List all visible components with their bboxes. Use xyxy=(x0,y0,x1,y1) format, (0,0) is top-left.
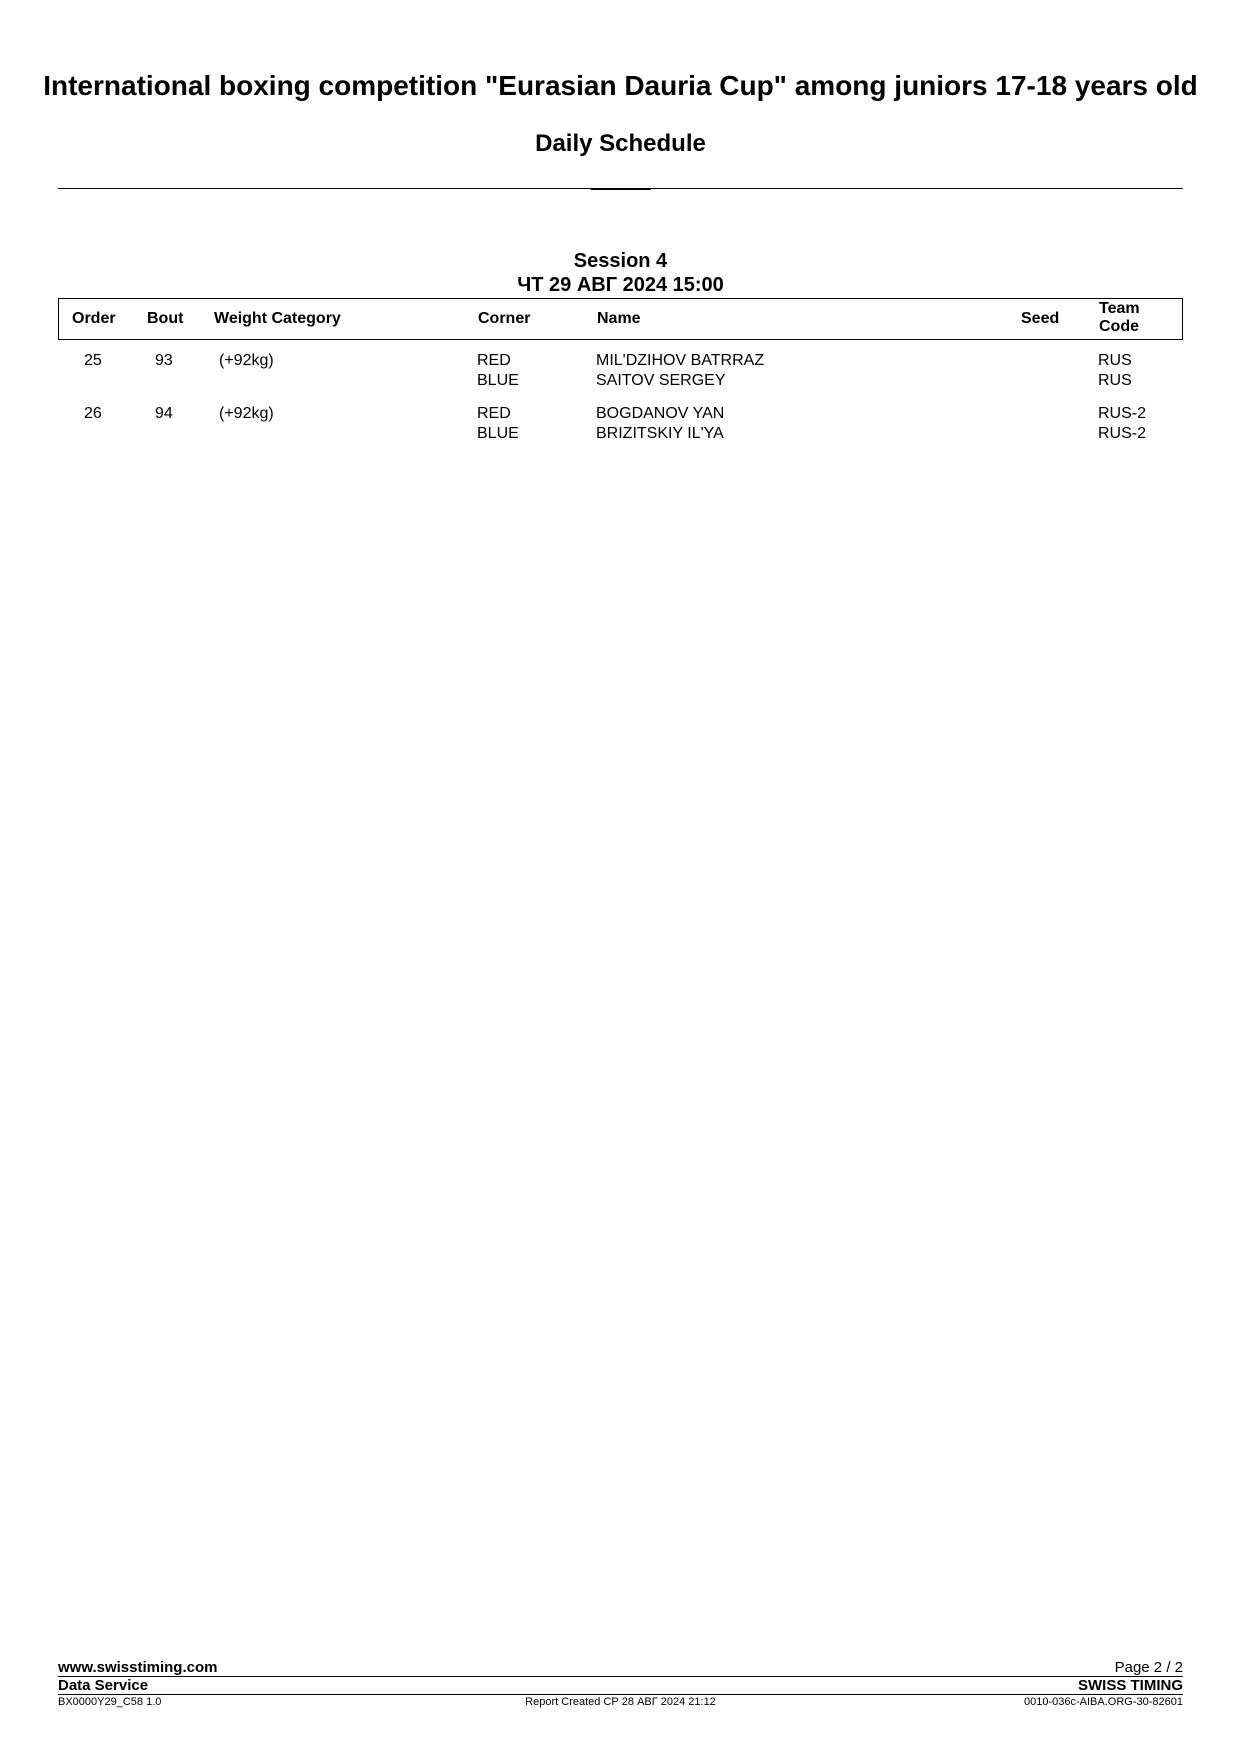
footer-report-created: Report Created СР 28 АВГ 2024 21:12 xyxy=(525,1696,716,1708)
bout-cell: 94 xyxy=(155,405,173,422)
session-title: Session 4 xyxy=(573,250,668,272)
footer-divider-lower xyxy=(58,1694,1183,1695)
header-divider-accent xyxy=(591,188,651,190)
footer-page-number: Page 2 / 2 xyxy=(1114,1659,1183,1676)
footer-brand: SWISS TIMING xyxy=(1078,1677,1183,1694)
bout-cell: 93 xyxy=(155,352,173,369)
weight-category-cell: (+92kg) xyxy=(219,405,274,422)
blue-boxer-name: SAITOV SERGEY xyxy=(596,372,726,389)
footer-report-code: BX0000Y29_C58 1.0 xyxy=(58,1696,162,1708)
footer-data-service: Data Service xyxy=(58,1677,149,1694)
column-header-team-code-line1: Team xyxy=(1099,300,1140,317)
column-header-team-code-line2: Code xyxy=(1099,318,1139,335)
blue-boxer-name: BRIZITSKIY IL'YA xyxy=(596,425,724,442)
session-date-time: ЧТ 29 АВГ 2024 15:00 xyxy=(517,274,724,296)
column-header-name: Name xyxy=(597,310,641,327)
red-corner-cell: RED xyxy=(477,405,511,422)
blue-corner-cell: BLUE xyxy=(477,425,519,442)
document-subtitle: Daily Schedule xyxy=(535,130,706,157)
blue-corner-cell: BLUE xyxy=(477,372,519,389)
footer-document-id: 0010-036c-AIBA.ORG-30-82601 xyxy=(1024,1696,1183,1708)
footer-divider xyxy=(58,1676,1183,1677)
column-header-corner: Corner xyxy=(478,310,531,327)
column-header-team-code xyxy=(1099,300,1140,336)
red-corner-cell: RED xyxy=(477,352,511,369)
red-boxer-name: MIL'DZIHOV BATRRAZ xyxy=(596,352,765,369)
blue-team-code: RUS-2 xyxy=(1098,425,1147,442)
table-header xyxy=(58,298,1183,340)
red-team-code: RUS xyxy=(1098,352,1132,369)
blue-team-code: RUS xyxy=(1098,372,1132,389)
red-team-code: RUS-2 xyxy=(1098,405,1147,422)
column-header-weight-category: Weight Category xyxy=(214,310,341,327)
footer-website-link[interactable]: www.swisstiming.com xyxy=(58,1659,218,1676)
table-row xyxy=(58,352,1183,392)
order-cell: 26 xyxy=(84,405,102,422)
order-cell: 25 xyxy=(84,352,102,369)
column-header-seed: Seed xyxy=(1021,310,1060,327)
weight-category-cell: (+92kg) xyxy=(219,352,274,369)
document-title: International boxing competition "Eurasian Dauria Cup" among juniors 17-18 years old xyxy=(43,70,1198,101)
column-header-order: Order xyxy=(72,310,116,327)
red-boxer-name: BOGDANOV YAN xyxy=(596,405,725,422)
table-row xyxy=(58,405,1183,445)
column-header-bout: Bout xyxy=(147,310,184,327)
